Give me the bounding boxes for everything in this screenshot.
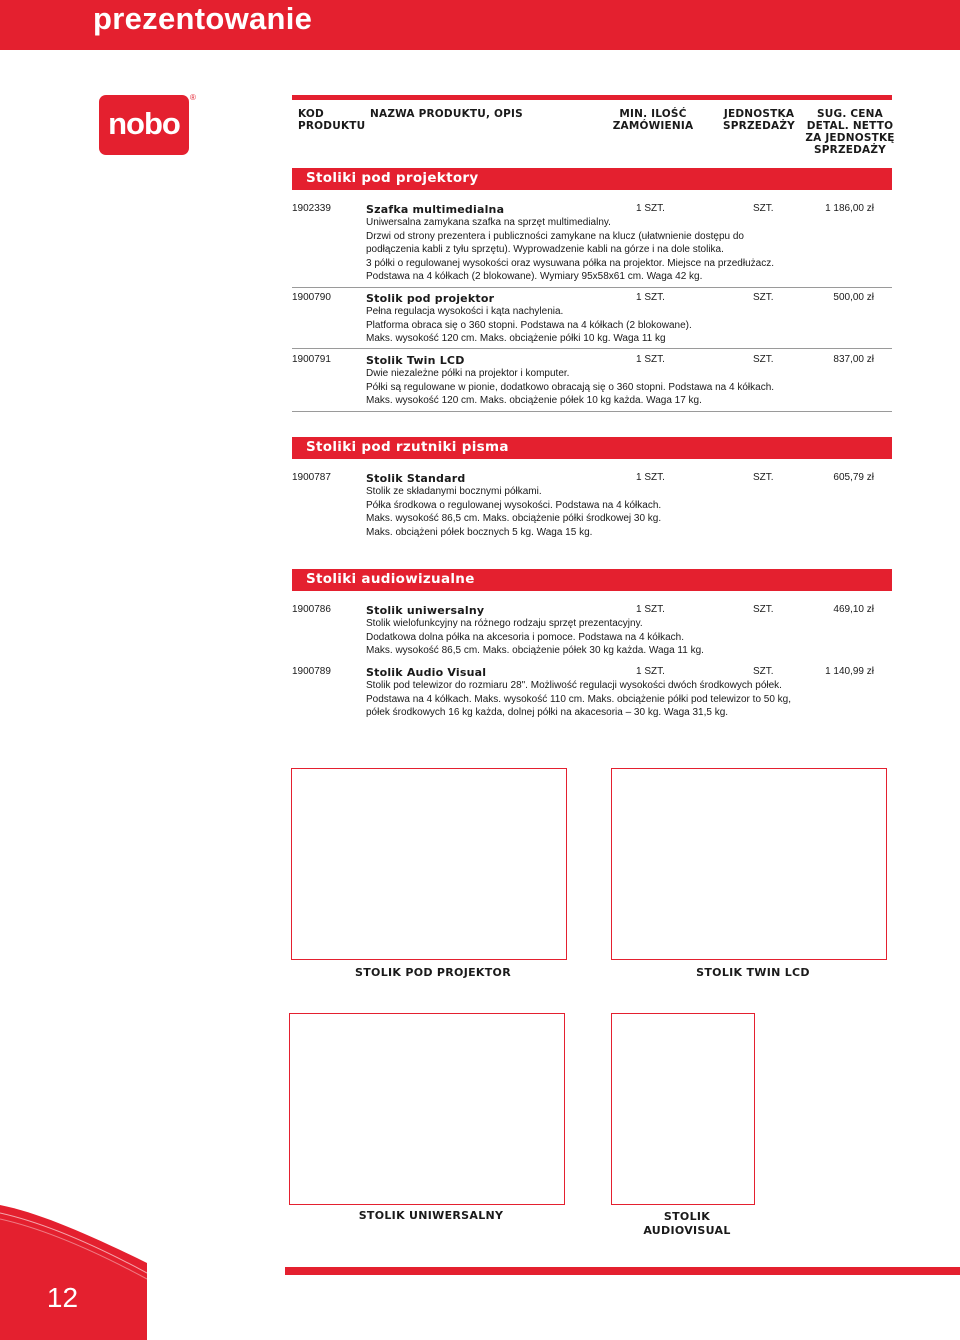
row-divider xyxy=(292,287,892,288)
col-header-name: NAZWA PRODUKTU, OPIS xyxy=(370,108,523,120)
row-divider xyxy=(292,411,892,412)
product-description: Pełna regulacja wysokości i kąta nachylenia. Platforma obraca się o 360 stopni. Podstawa na 4 kółkach (2 blokowane). Maks. wysokość 120 cm. Maks. obciążenie półki 10 kg. Waga 11 kg xyxy=(366,306,692,345)
photo-caption: STOLIK POD PROJEKTOR xyxy=(355,966,511,979)
product-code: 1900789 xyxy=(292,666,331,677)
nobo-logo: nobo xyxy=(99,95,189,155)
min-qty: 1 SZT. xyxy=(636,604,665,615)
footer-rule xyxy=(285,1267,960,1275)
product-code: 1900787 xyxy=(292,472,331,483)
section-header: Stoliki audiowizualne xyxy=(292,569,892,591)
product-description: Stolik wielofunkcyjny na różnego rodzaju sprzęt prezentacyjny. Dodatkowa dolna półka na akcesoria i pomoce. Podstawa na 4 kółkach. Maks. wysokość 86,5 cm. Maks. obciążenie półek 30 kg każda. Waga 11 kg. xyxy=(366,618,704,657)
product-photo-frame xyxy=(289,1013,565,1205)
sales-unit: SZT. xyxy=(753,666,774,677)
product-name: Szafka multimedialna xyxy=(366,203,505,216)
sales-unit: SZT. xyxy=(753,292,774,303)
col-header-code: KOD PRODUKTU xyxy=(298,108,366,132)
page-number-badge xyxy=(0,1205,147,1340)
min-qty: 1 SZT. xyxy=(636,203,665,214)
product-name: Stolik uniwersalny xyxy=(366,604,485,617)
col-header-qty: MIN. ILOŚĆ ZAMÓWIENIA xyxy=(612,108,694,132)
product-code: 1900786 xyxy=(292,604,331,615)
page-number: 12 xyxy=(46,1282,79,1313)
product-photo-frame xyxy=(611,768,887,960)
product-name: Stolik Audio Visual xyxy=(366,666,487,679)
product-name: Stolik pod projektor xyxy=(366,292,495,305)
sales-unit: SZT. xyxy=(753,203,774,214)
photo-caption: STOLIK AUDIOVISUAL xyxy=(643,1210,731,1237)
min-qty: 1 SZT. xyxy=(636,472,665,483)
min-qty: 1 SZT. xyxy=(636,354,665,365)
product-code: 1900790 xyxy=(292,292,331,303)
page-title: prezentowanie xyxy=(93,1,313,36)
header-rule xyxy=(292,95,892,100)
product-row xyxy=(292,604,892,660)
product-photo-frame xyxy=(611,1013,755,1205)
product-description: Dwie niezależne półki na projektor i komputer. Półki są regulowane w pionie, dodatkowo obracają się o 360 stopni. Podstawa na 4 kółkach. Maks. wysokość 120 cm. Maks. obciążenie półek 10 kg każda. Waga 17 kg. xyxy=(366,368,775,407)
product-row xyxy=(292,354,892,410)
product-description: Uniwersalna zamykana szafka na sprzęt multimedialny. Drzwi od strony prezentera i publiczności zamykane na klucz (ułatwnienie dostępu do podłączenia kabli z tyłu sprzętu). Wyprowadzenie kabli na górze i na dole stolika. 3 półki o regulowanej wysokości oraz wysuwana półka na projektor. Miejsce na przedłużacz. Podstawa na 4 kółkach (2 blokowane). Wymiary 95x58x61 cm. Waga 42 kg. xyxy=(366,217,774,283)
section-header: Stoliki pod rzutniki pisma xyxy=(292,437,892,459)
product-code: 1900791 xyxy=(292,354,331,365)
row-divider xyxy=(292,348,892,349)
price: 1 140,99 zł xyxy=(825,666,874,677)
product-photo-frame xyxy=(291,768,567,960)
product-row xyxy=(292,472,892,540)
sales-unit: SZT. xyxy=(753,354,774,365)
price: 605,79 zł xyxy=(833,472,874,483)
min-qty: 1 SZT. xyxy=(636,292,665,303)
product-row xyxy=(292,292,892,348)
registered-mark-icon: ® xyxy=(190,93,196,102)
product-description: Stolik pod telewizor do rozmiaru 28". Możliwość regulacji wysokości dwóch środkowych półek. Podstawa na 4 kółkach. Maks. wysokość 110 cm. Maks. obciążenie półki pod telewizor to 50 kg, półek środkowych 16 kg każda, dolnej półki na akacesoria – 30 kg. Waga 31,5 kg. xyxy=(366,680,792,719)
product-row xyxy=(292,666,892,722)
product-name: Stolik Twin LCD xyxy=(366,354,465,367)
product-code: 1902339 xyxy=(292,203,331,214)
product-description: Stolik ze składanymi bocznymi półkami. Półka środkowa o regulowanej wysokości. Podstawa na 4 kółkach. Maks. wysokość 86,5 cm. Maks. obciążenie półki środkowej 30 kg. Maks. obciążeni półek bocznych 5 kg. Waga 15 kg. xyxy=(366,486,662,538)
min-qty: 1 SZT. xyxy=(636,666,665,677)
price: 469,10 zł xyxy=(833,604,874,615)
sales-unit: SZT. xyxy=(753,604,774,615)
photo-caption: STOLIK UNIWERSALNY xyxy=(358,1209,504,1222)
photo-caption: STOLIK TWIN LCD xyxy=(696,966,810,979)
col-header-unit: JEDNOSTKA SPRZEDAŻY xyxy=(723,108,795,132)
col-header-price: SUG. CENA DETAL. NETTO ZA JEDNOSTKĘ SPRZEDAŻY xyxy=(805,108,895,156)
price: 1 186,00 zł xyxy=(825,203,874,214)
product-row xyxy=(292,203,892,285)
price: 837,00 zł xyxy=(833,354,874,365)
sales-unit: SZT. xyxy=(753,472,774,483)
product-name: Stolik Standard xyxy=(366,472,466,485)
section-header: Stoliki pod projektory xyxy=(292,168,892,190)
price: 500,00 zł xyxy=(833,292,874,303)
